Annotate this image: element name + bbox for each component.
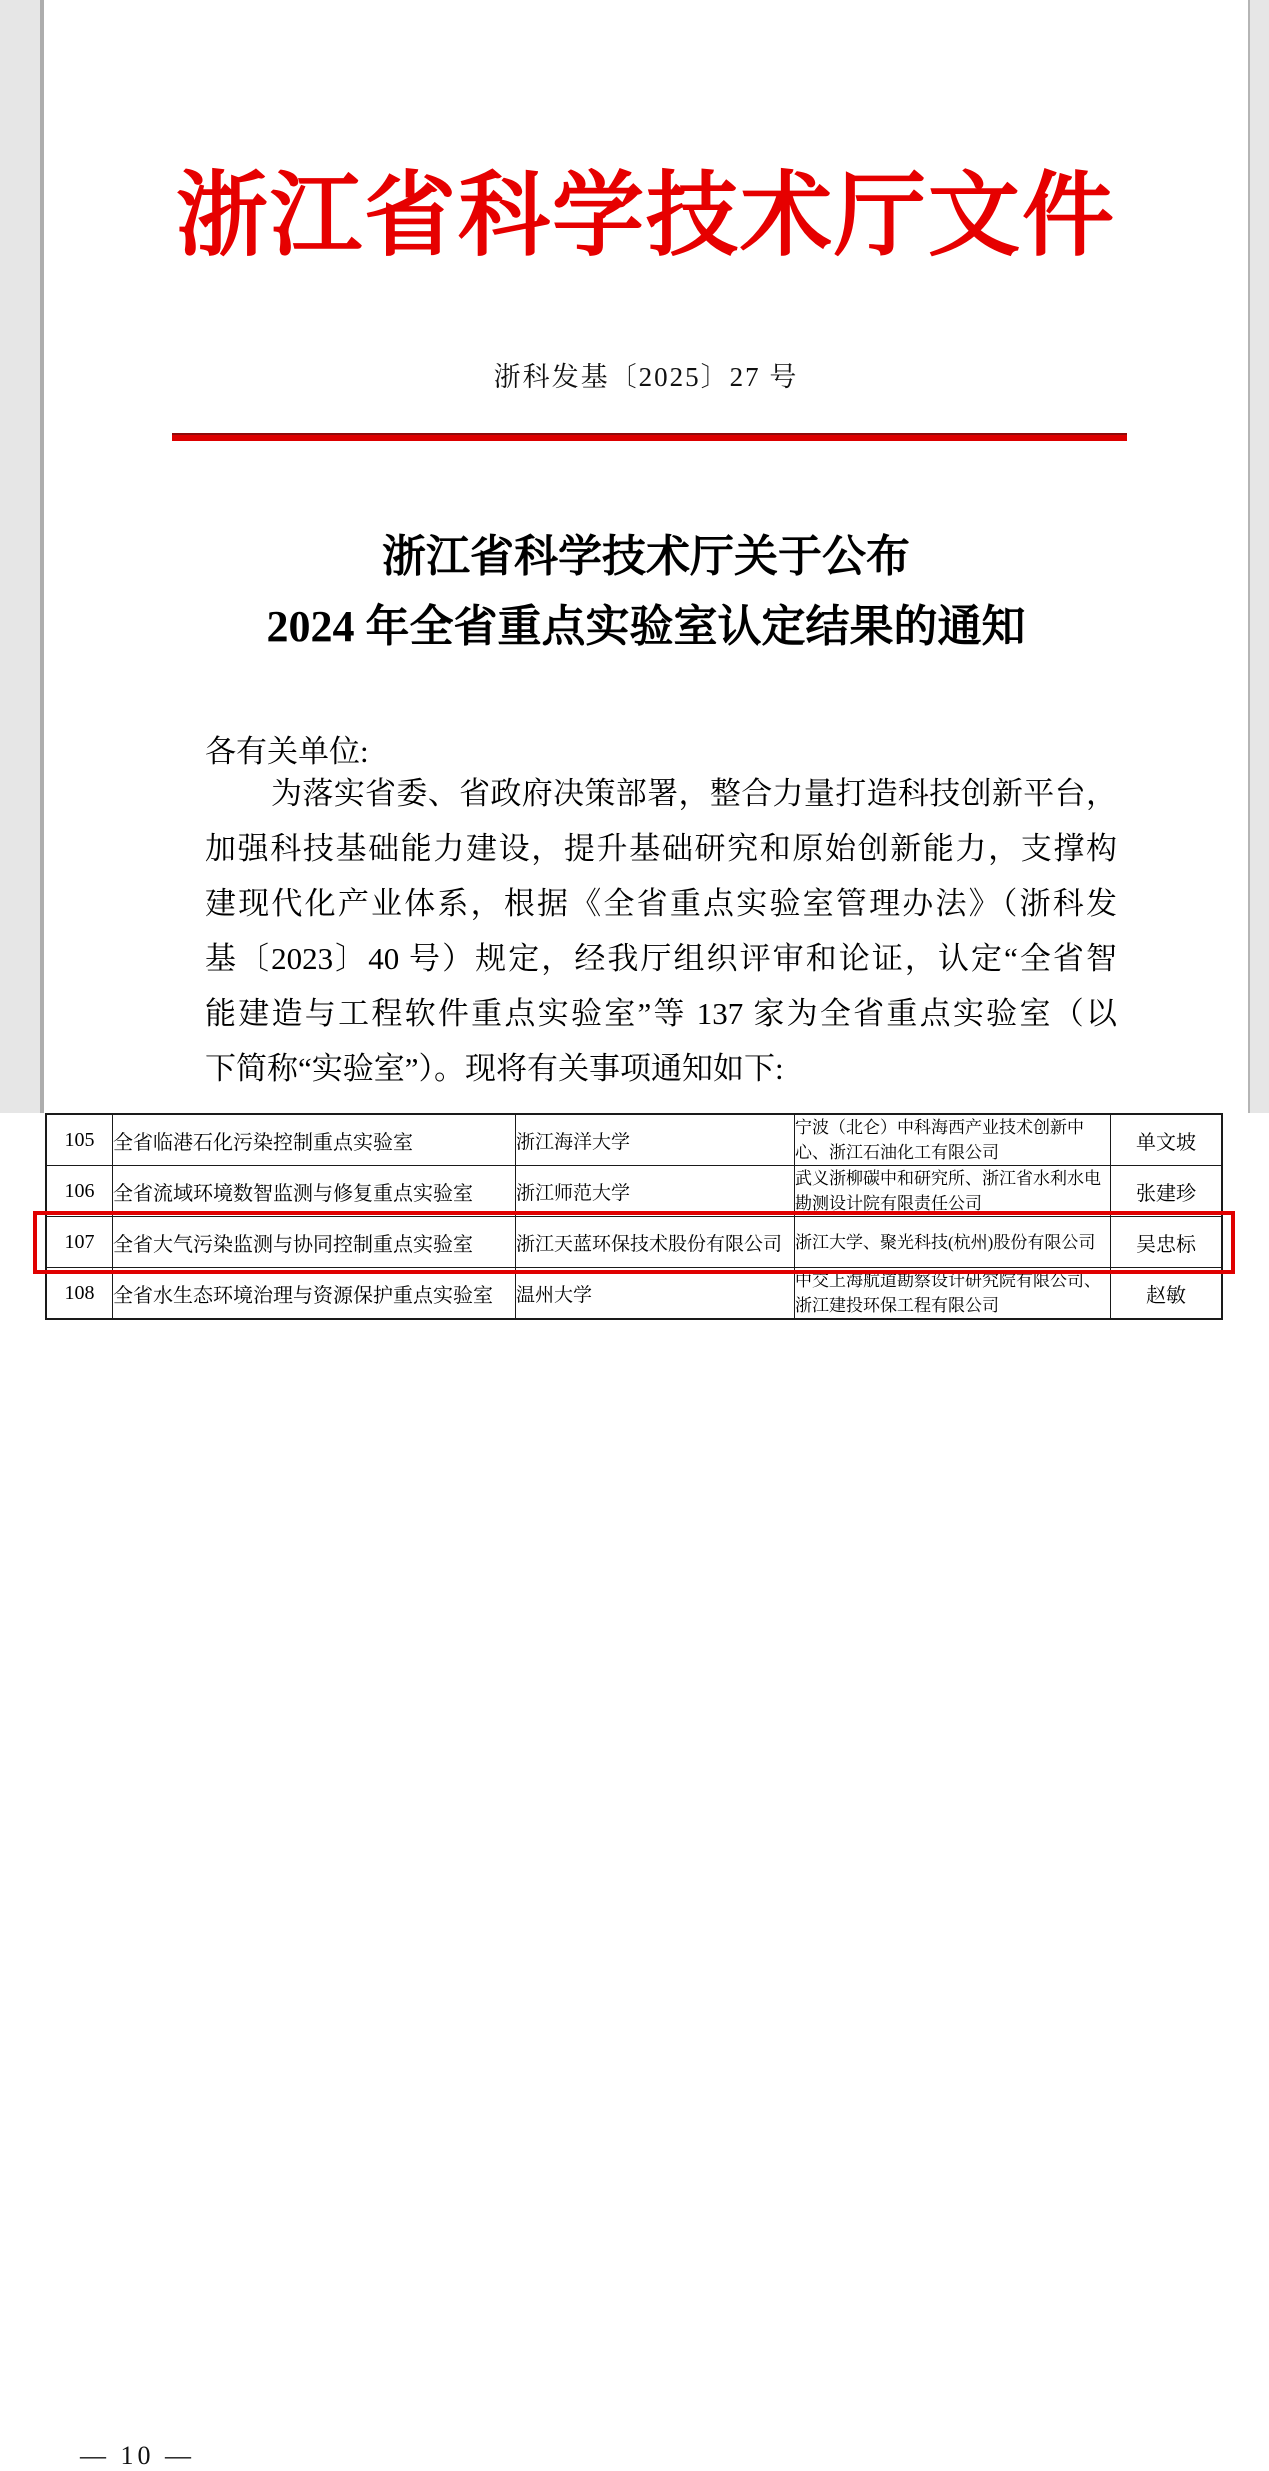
cell-director: 单文坡 <box>1111 1114 1223 1166</box>
cell-director: 赵敏 <box>1111 1268 1223 1320</box>
notice-title <box>44 522 1248 662</box>
cell-partners: 中交上海航道勘察设计研究院有限公司、浙江建投环保工程有限公司 <box>795 1268 1111 1320</box>
document-header-title: 浙江省科学技术厅文件 <box>175 165 1116 267</box>
body-paragraph <box>205 766 1117 1096</box>
notice-title-line1: 浙江省科学技术厅关于公布 <box>382 532 910 581</box>
body-text-line: 为落实省委、省政府决策部署，整合力量打造科技创新平台， <box>271 776 1117 811</box>
cell-institution: 浙江师范大学 <box>516 1166 795 1217</box>
cell-lab: 全省大气污染监测与协同控制重点实验室 <box>113 1217 516 1268</box>
document-page <box>0 0 1269 1113</box>
table-row <box>46 1166 1222 1217</box>
body-text-line: 基〔2023〕40 号）规定，经我厅组织评审和论证，认定“全省智 <box>205 941 1117 976</box>
cell-no: 107 <box>46 1217 113 1268</box>
notice-title-line2: 2024 年全省重点实验室认定结果的通知 <box>266 602 1026 651</box>
cell-institution: 温州大学 <box>516 1268 795 1320</box>
cell-partners: 浙江大学、聚光科技(杭州)股份有限公司 <box>795 1217 1111 1268</box>
lab-table <box>45 1113 1223 1320</box>
page-left-margin <box>0 0 44 1113</box>
body-text-line: 能建造与工程软件重点实验室”等 137 家为全省重点实验室（以 <box>205 996 1117 1031</box>
cell-no: 108 <box>46 1268 113 1320</box>
page-number: — 10 — <box>80 2441 195 2470</box>
cell-partners: 宁波（北仑）中科海西产业技术创新中心、浙江石油化工有限公司 <box>795 1114 1111 1166</box>
body-text-line: 建现代化产业体系，根据《全省重点实验室管理办法》（浙科发 <box>205 886 1117 921</box>
lab-table-section <box>0 1113 1269 2470</box>
cell-lab: 全省流域环境数智监测与修复重点实验室 <box>113 1166 516 1217</box>
table-row <box>46 1217 1222 1268</box>
red-divider-line <box>172 433 1127 441</box>
table-row <box>46 1114 1222 1166</box>
cell-institution: 浙江天蓝环保技术股份有限公司 <box>516 1217 795 1268</box>
table-row <box>46 1268 1222 1320</box>
document-number: 浙科发基〔2025〕27 号 <box>493 362 799 392</box>
body-text-line: 加强科技基础能力建设，提升基础研究和原始创新能力，支撑构 <box>205 831 1117 866</box>
cell-lab: 全省水生态环境治理与资源保护重点实验室 <box>113 1268 516 1320</box>
cell-lab: 全省临港石化污染控制重点实验室 <box>113 1114 516 1166</box>
cell-director: 吴忠标 <box>1111 1217 1223 1268</box>
salutation: 各有关单位: <box>205 734 369 769</box>
cell-director: 张建珍 <box>1111 1166 1223 1217</box>
cell-partners: 武义浙柳碳中和研究所、浙江省水利水电勘测设计院有限责任公司 <box>795 1166 1111 1217</box>
page-right-margin <box>1248 0 1269 1113</box>
cell-institution: 浙江海洋大学 <box>516 1114 795 1166</box>
body-text-line: 下简称“实验室”）。现将有关事项通知如下: <box>205 1051 784 1086</box>
cell-no: 105 <box>46 1114 113 1166</box>
cell-no: 106 <box>46 1166 113 1217</box>
